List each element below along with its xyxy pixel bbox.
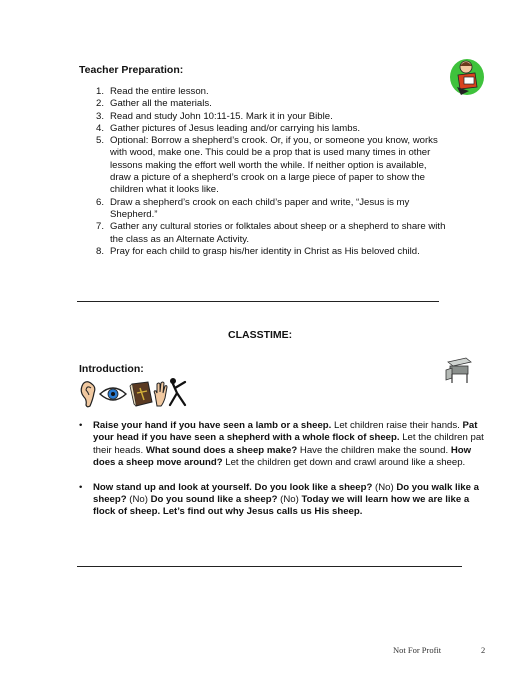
preparation-steps-list (96, 86, 450, 258)
introduction-bullets (79, 420, 487, 531)
section-divider (77, 301, 439, 302)
list-item: Gather any cultural stories or folktales about sheep or a shepherd to share with the class as an Alternate Activity. (110, 221, 446, 245)
list-item: Read and study John 10:11-15. Mark it in your Bible. (110, 110, 333, 122)
teacher-prompt: How does a sheep move around? (93, 444, 472, 469)
list-item: Gather all the materials. (110, 98, 212, 110)
intro-bullet-1 (79, 420, 487, 470)
teacher-prompt: Today we will learn how we are like a flock of sheep. Let’s find out why Jesus calls us His sheep. (93, 494, 470, 518)
teacher-prompt: Raise your hand if you have seen a lamb or a sheep. (93, 420, 332, 431)
list-item: Draw a shepherd’s crook on each child’s paper and write, “Jesus is my Shepherd.” (110, 196, 410, 220)
list-item: Gather pictures of Jesus leading and/or carrying his lambs. (110, 122, 361, 134)
instruction-text: Have the children make the sound. (297, 444, 451, 456)
instruction-text: Let the children pat their heads. (93, 432, 484, 456)
footer-note: Not For Profit (393, 645, 442, 655)
teacher-prompt: Do you walk like a sheep? (93, 481, 479, 506)
answer-text: (No) (277, 494, 302, 506)
teacher-prompt: Do you sound like a sheep? (150, 494, 278, 506)
teacher-preparation-heading: Teacher Preparation: (79, 64, 184, 76)
exercise-figure-icon (167, 377, 189, 407)
list-item: Pray for each child to grasp his/her identity in Christ as His beloved child. (110, 245, 420, 257)
teacher-reading-icon (449, 57, 485, 97)
school-desk-icon (444, 356, 474, 384)
teacher-prompt: Pat your head if you have seen a shepherd with a whole flock of sheep. (93, 420, 478, 444)
bullet-dot: • (79, 420, 83, 431)
list-item: Optional: Borrow a shepherd’s crook. Or, if you, or someone you know, works with wood, make one. This could be a prop that is used many times in other lessons making the effort well worth the while. If neither option is available, draw a picture of a shepherd’s crook on a large piece of paper to show the children what it looks like. (110, 135, 438, 196)
eye-icon (98, 384, 128, 404)
answer-text: (No) (126, 494, 151, 506)
instruction-text: Let children raise their hands. (331, 420, 463, 431)
teacher-prompt: Now stand up and look at yourself. Do you look like a sheep? (93, 481, 373, 493)
introduction-heading: Introduction: (79, 363, 144, 375)
classtime-heading: CLASSTIME: (228, 329, 293, 341)
ear-icon (79, 379, 97, 409)
instruction-text: Let the children get down and crawl around like a sheep. (222, 457, 466, 469)
section-divider (77, 566, 462, 567)
bullet-dot: • (79, 481, 83, 493)
page-number: 2 (481, 645, 486, 655)
intro-bullet-2 (79, 482, 487, 519)
answer-text: (No) (372, 481, 397, 493)
list-item: Read the entire lesson. (110, 86, 209, 97)
teacher-prompt: What sound does a sheep make? (145, 444, 298, 456)
